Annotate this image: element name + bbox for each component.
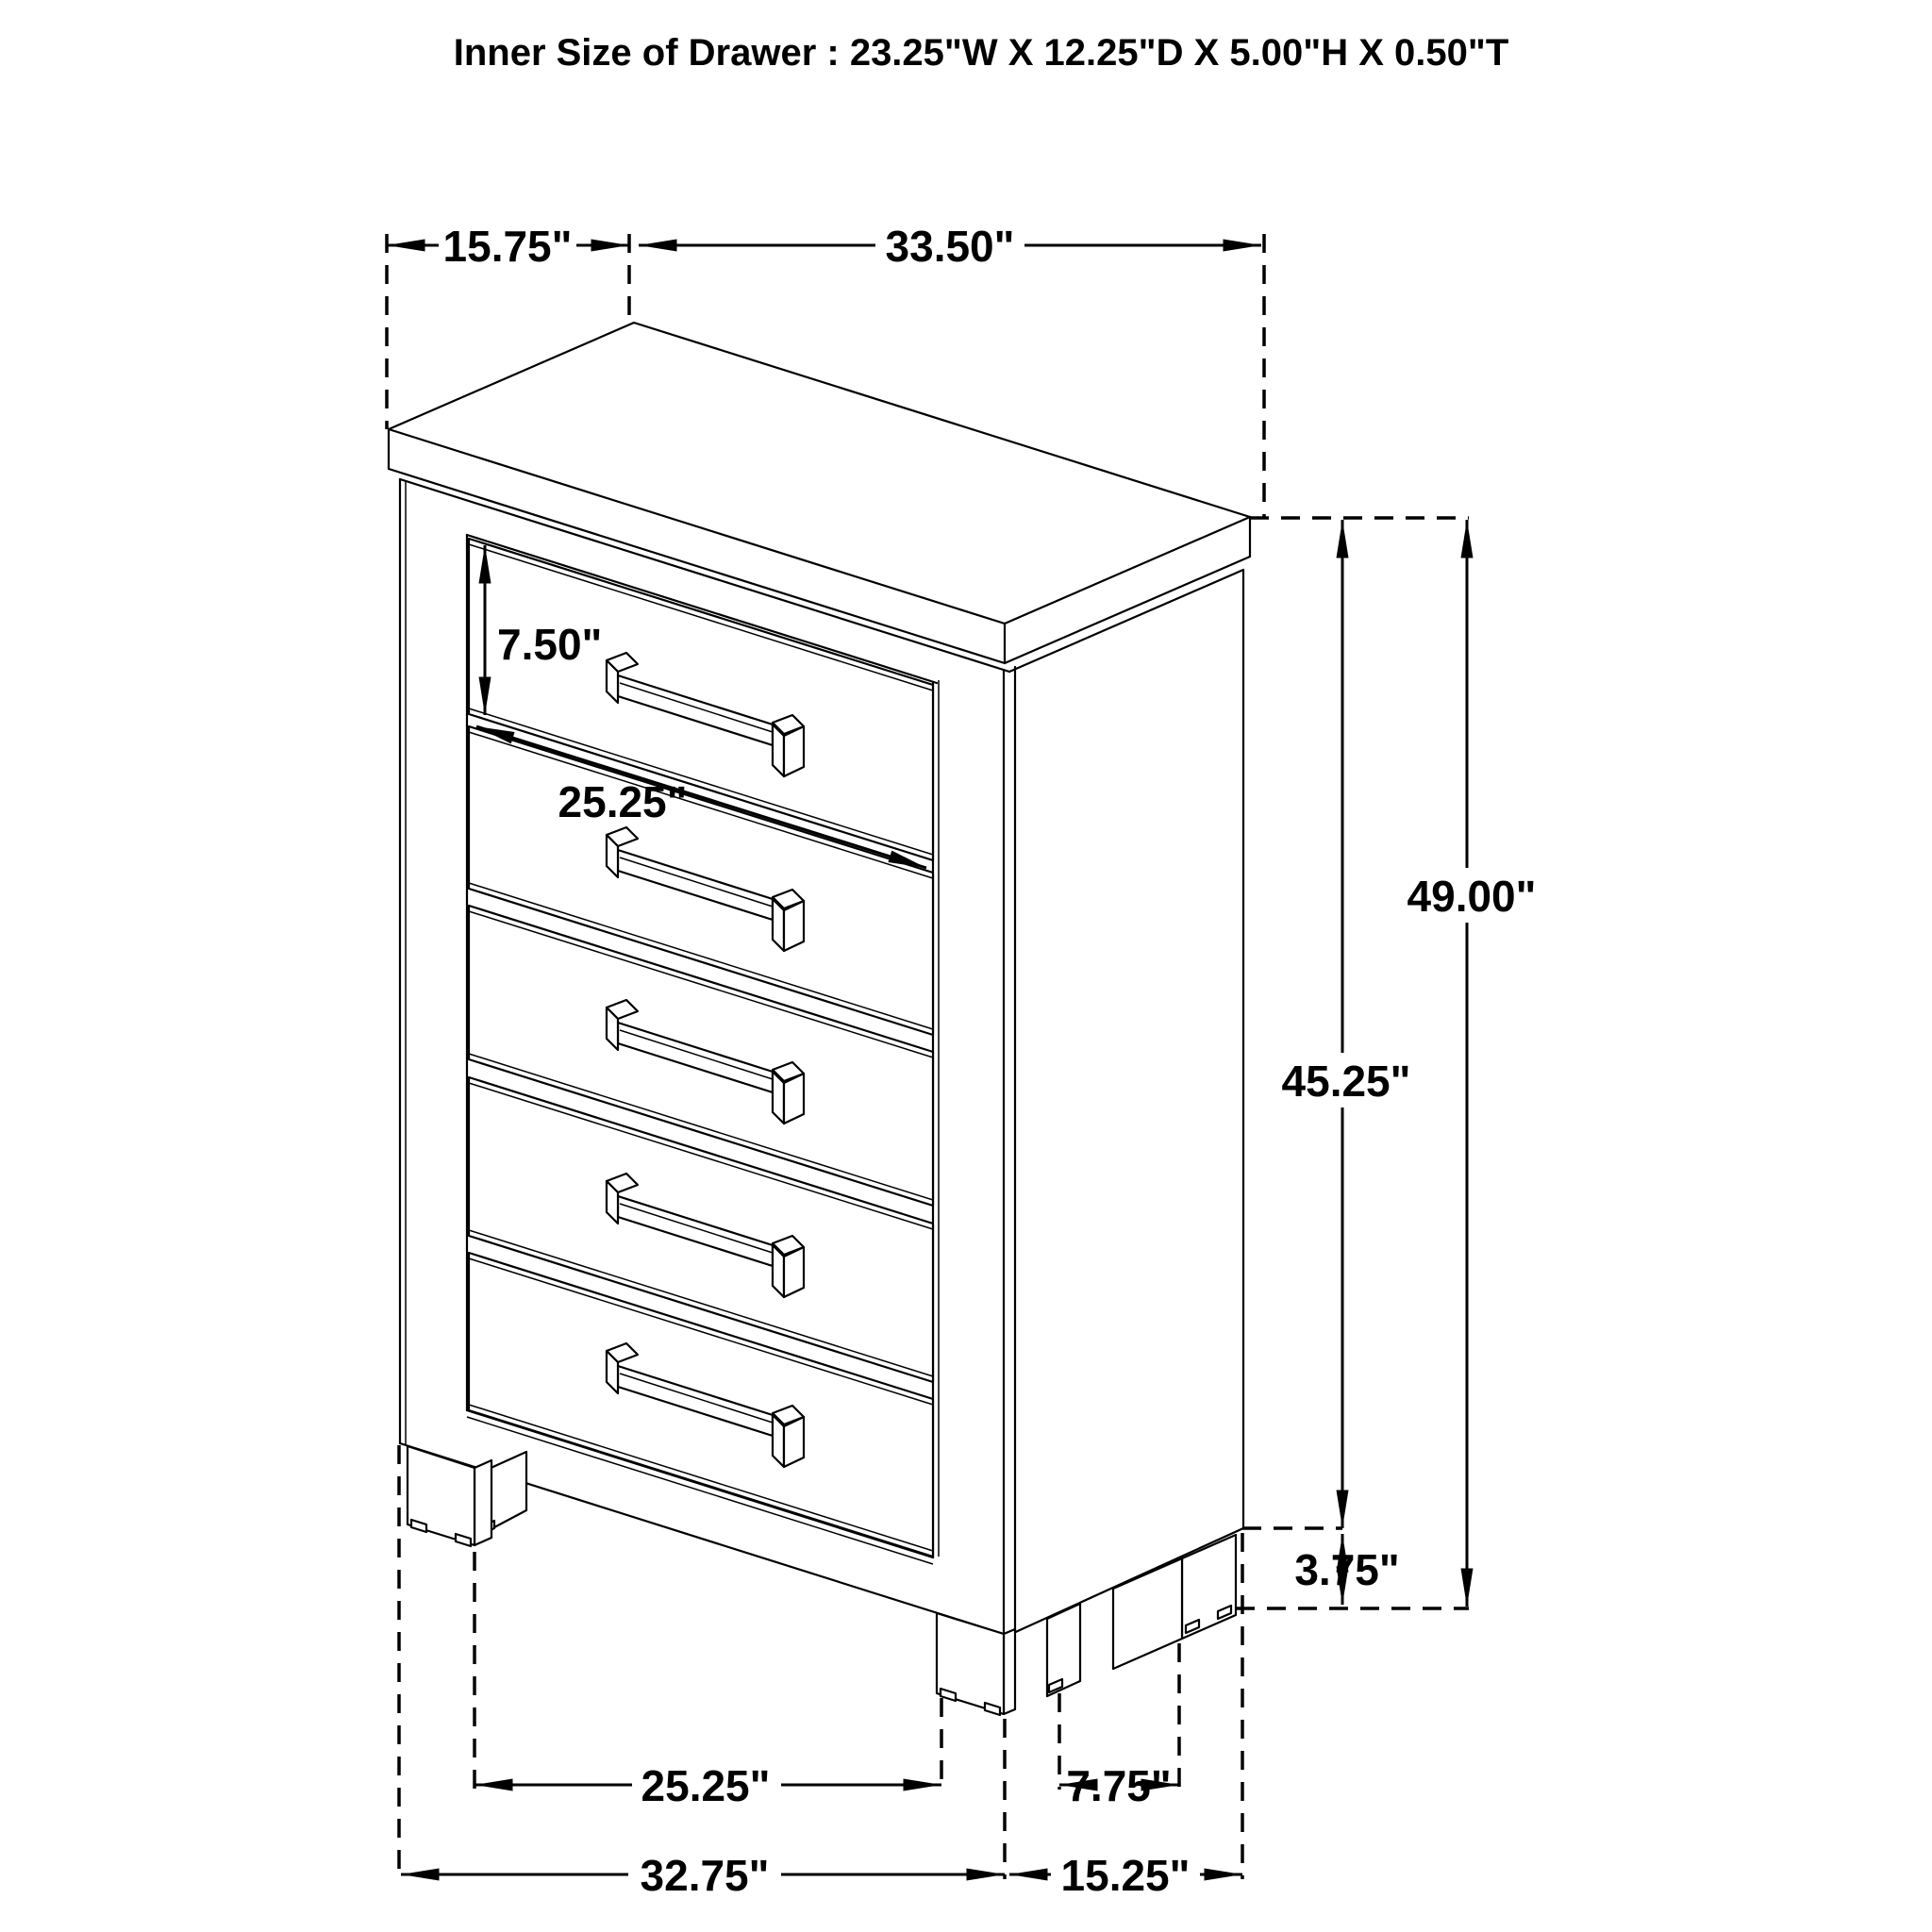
top-depth-label: 15.75" xyxy=(442,222,573,271)
body-height-label: 45.25" xyxy=(1281,1057,1411,1106)
drawer-face-width-label: 25.25" xyxy=(558,777,688,826)
bottom-front-width-label: 32.75" xyxy=(640,1851,770,1900)
first-drawer-height-label: 7.50" xyxy=(497,620,603,669)
back-leg-span-label: 7.75" xyxy=(1066,1761,1172,1810)
dimension-body-height xyxy=(1266,520,1426,1528)
dimension-bottom-front-width xyxy=(401,1850,1005,1900)
dimension-front-leg-span xyxy=(475,1760,941,1810)
overall-height-label: 49.00" xyxy=(1407,872,1537,921)
dimension-bottom-side-depth xyxy=(1009,1850,1242,1900)
chest-drawing xyxy=(389,323,1250,1715)
diagram-title: Inner Size of Drawer : 23.25"W X 12.25"D X 5.00"H X 0.50"T xyxy=(453,32,1509,74)
dimension-top-width xyxy=(639,219,1261,271)
leg-height-label: 3.75" xyxy=(1294,1545,1400,1594)
dimension-top-depth xyxy=(387,219,629,271)
dimension-back-leg-span xyxy=(1059,1761,1179,1810)
bottom-side-depth-label: 15.25" xyxy=(1060,1851,1191,1900)
top-width-label: 33.50" xyxy=(885,222,1015,271)
front-leg-span-label: 25.25" xyxy=(641,1761,771,1810)
dimension-leg-height xyxy=(1294,1534,1399,1605)
